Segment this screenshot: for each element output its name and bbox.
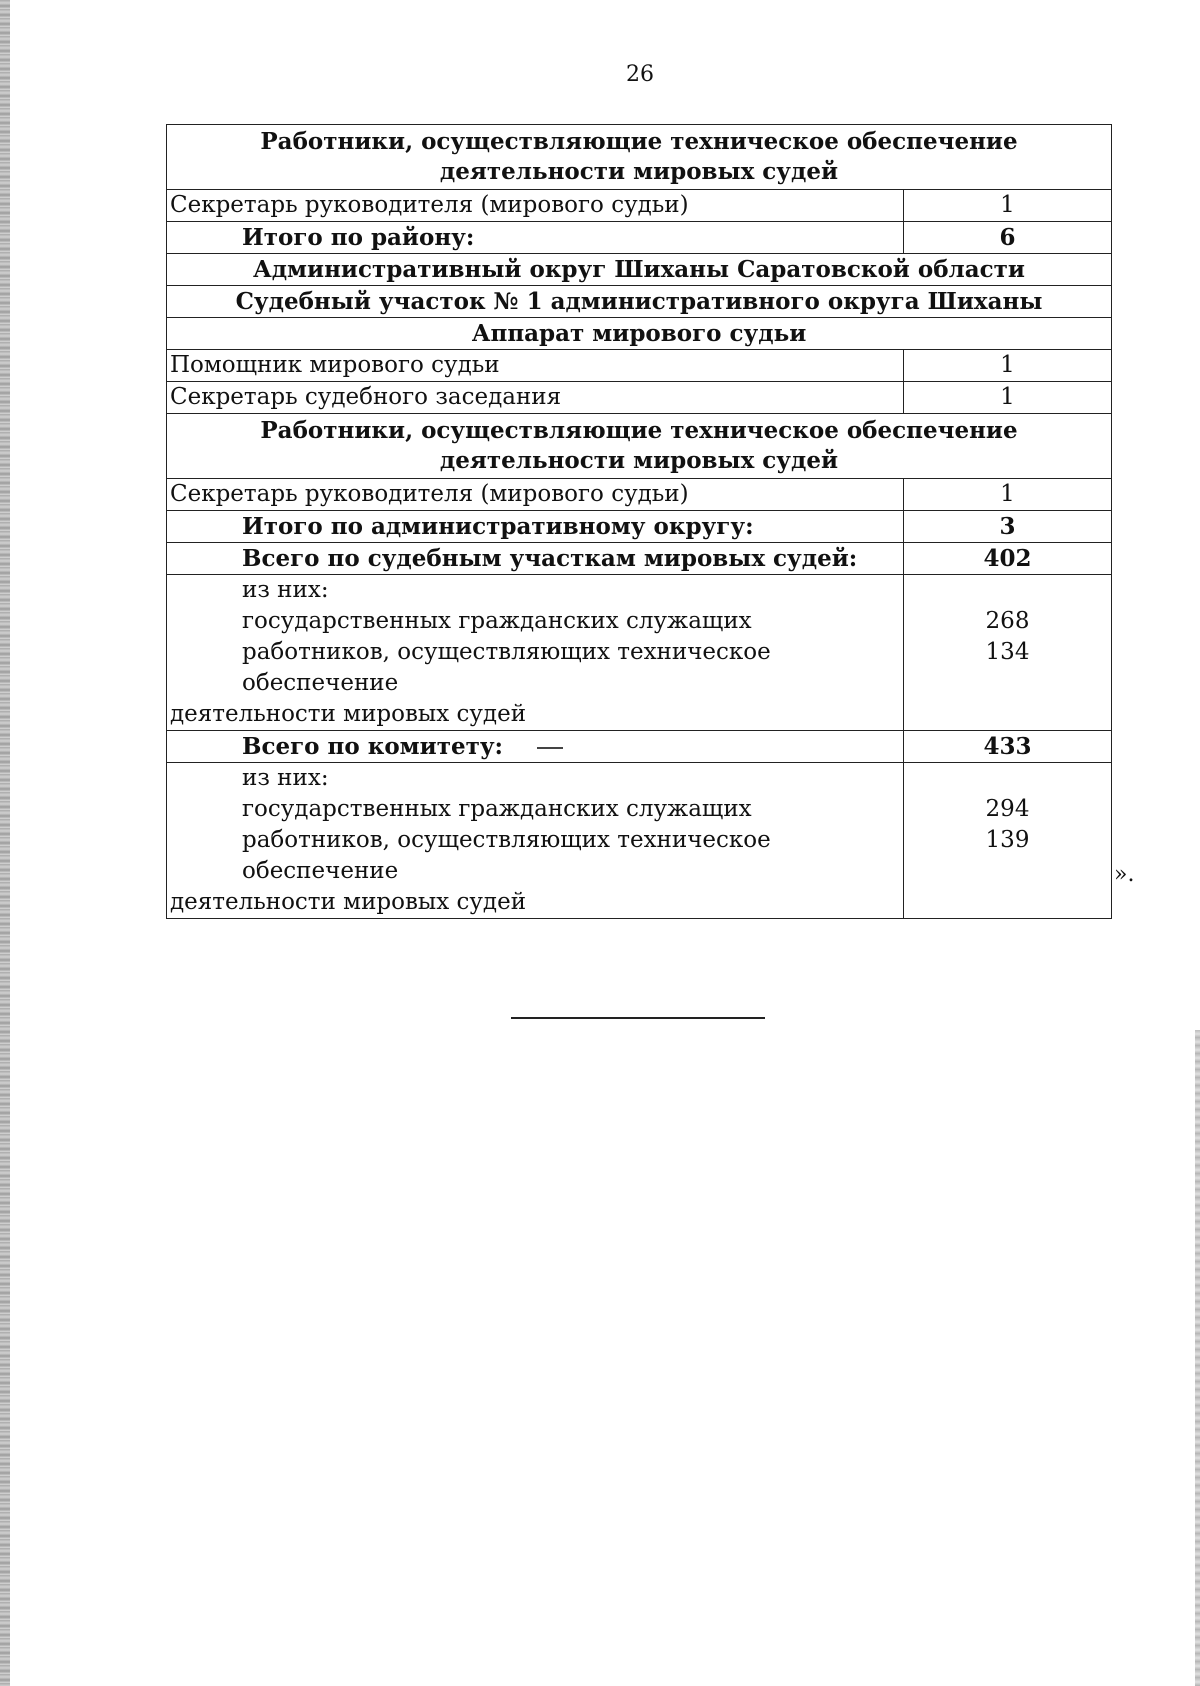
committee-total-label-cell: [167, 731, 904, 763]
row-value: 1: [904, 382, 1112, 414]
table-row: [167, 286, 1112, 318]
all-sites-total-label: Всего по судебным участкам мировых судей:: [167, 543, 904, 575]
committee-total-value: 433: [904, 731, 1112, 763]
district-total-value: 6: [904, 222, 1112, 254]
civil-servants-value: 268: [985, 608, 1030, 634]
table-row: [167, 222, 1112, 254]
okrug-total-label: Итого по административному округу:: [167, 511, 904, 543]
section-header-tech-workers: Работники, осуществляющие техническое обеспечение деятельности мировых судей: [167, 125, 1112, 190]
table-row: [167, 731, 1112, 763]
row-value: 1: [904, 350, 1112, 382]
civil-servants-value: 294: [985, 796, 1030, 822]
end-rule: [511, 1017, 765, 1019]
district-total-label: Итого по району:: [167, 222, 904, 254]
of-them-label: из них:: [242, 577, 329, 603]
row-label: Секретарь судебного заседания: [167, 382, 904, 414]
row-label: Секретарь руководителя (мирового судьи): [167, 190, 904, 222]
scan-edge-left: [0, 0, 10, 1686]
of-them-label: из них:: [242, 765, 329, 791]
page-number: 26: [626, 62, 654, 87]
table-row: [167, 511, 1112, 543]
scan-edge-right: [1195, 1030, 1200, 1686]
table-row: [167, 350, 1112, 382]
pen-mark: [537, 747, 563, 749]
all-sites-total-value: 402: [904, 543, 1112, 575]
okrug-header: Административный округ Шиханы Саратовской области: [167, 254, 1112, 286]
table-row: [167, 414, 1112, 479]
uchastok-header: Судебный участок № 1 административного округа Шиханы: [167, 286, 1112, 318]
table-row: [167, 125, 1112, 190]
committee-breakdown-values: [904, 763, 1112, 919]
apparat-header: Аппарат мирового судьи: [167, 318, 1112, 350]
tech-workers-value: 134: [985, 639, 1030, 665]
all-sites-breakdown-values: [904, 575, 1112, 731]
all-sites-breakdown: [167, 575, 904, 731]
table-row: [167, 382, 1112, 414]
table-row: [167, 318, 1112, 350]
civil-servants-label: государственных гражданских служащих: [242, 608, 752, 634]
committee-breakdown: [167, 763, 904, 919]
civil-servants-label: государственных гражданских служащих: [242, 796, 752, 822]
table-row: [167, 254, 1112, 286]
row-label: Помощник мирового судьи: [167, 350, 904, 382]
table-row: [167, 575, 1112, 731]
tech-workers-label-line2: деятельности мировых судей: [170, 701, 527, 727]
row-label: Секретарь руководителя (мирового судьи): [167, 479, 904, 511]
closing-quote: ».: [1114, 862, 1135, 887]
staff-table: [166, 124, 1112, 919]
committee-total-label: Всего по комитету:: [242, 733, 504, 760]
table-row: [167, 763, 1112, 919]
okrug-total-value: 3: [904, 511, 1112, 543]
row-value: 1: [904, 479, 1112, 511]
table-row: [167, 190, 1112, 222]
tech-workers-value: 139: [985, 827, 1030, 853]
table-row: [167, 479, 1112, 511]
table-row: [167, 543, 1112, 575]
section-header-tech-workers: Работники, осуществляющие техническое обеспечение деятельности мировых судей: [167, 414, 1112, 479]
tech-workers-label-line1: работников, осуществляющих техническое обеспечение: [242, 827, 771, 884]
row-value: 1: [904, 190, 1112, 222]
tech-workers-label-line1: работников, осуществляющих техническое обеспечение: [242, 639, 771, 696]
tech-workers-label-line2: деятельности мировых судей: [170, 889, 527, 915]
